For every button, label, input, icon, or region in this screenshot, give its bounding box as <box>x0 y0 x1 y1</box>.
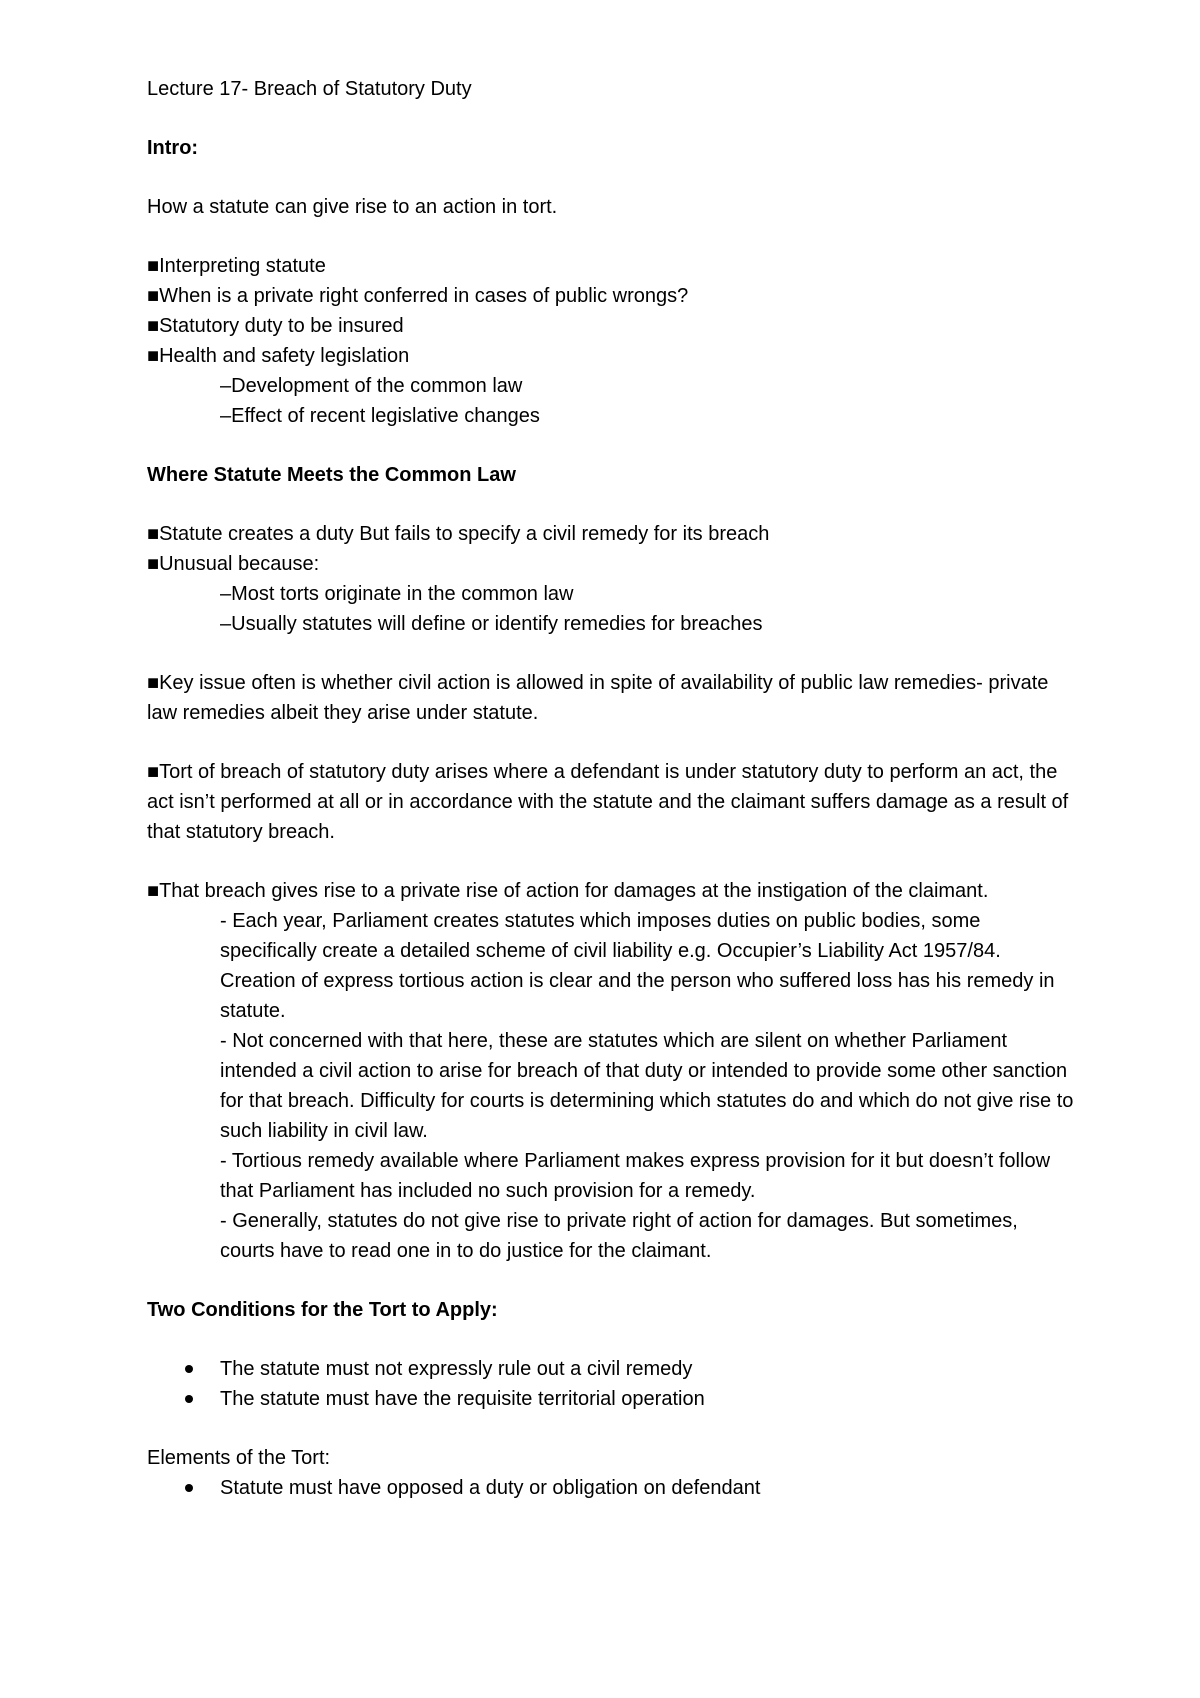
intro-subitem: –Effect of recent legislative changes <box>220 405 540 427</box>
intro-item: ■Interpreting statute <box>147 255 326 277</box>
document-page <box>147 74 1077 1503</box>
elements-heading: Elements of the Tort: <box>147 1447 331 1469</box>
statute-meets-subitem: –Most torts originate in the common law <box>220 583 574 605</box>
elements-bullet-item <box>147 1473 1077 1503</box>
bullet-text: The statute must have the requisite territorial operation <box>220 1388 705 1410</box>
bullet-text: Statute must have opposed a duty or obligation on defendant <box>220 1477 761 1499</box>
intro-heading: Intro: <box>147 137 199 159</box>
statute-meets-item: ■Unusual because: <box>147 553 320 575</box>
bullet-icon <box>185 1484 193 1492</box>
document-title: Lecture 17- Breach of Statutory Duty <box>147 78 472 100</box>
statute-meets-heading: Where Statute Meets the Common Law <box>147 464 516 486</box>
intro-lead: How a statute can give rise to an action in tort. <box>147 196 558 218</box>
bullet-text: The statute must not expressly rule out a civil remedy <box>220 1358 693 1380</box>
note-paragraph: - Not concerned with that here, these are statutes which are silent on whether Parliament intended a civil action to arise for breach of that duty or intended to provide some other sanction for that breach. Difficulty for courts is determining which statutes do and which do not give rise to such liability in civil law. <box>220 1030 1074 1142</box>
conditions-bullet-item <box>147 1384 1077 1414</box>
intro-subitem: –Development of the common law <box>220 375 523 397</box>
note-paragraph: - Each year, Parliament creates statutes which imposes duties on public bodies, some specifically create a detailed scheme of civil liability e.g. Occupier’s Liability Act 1957/84. Creation of express tortious action is clear and the person who suffered loss has his remedy in statute. <box>220 910 1055 1022</box>
note-paragraph: - Generally, statutes do not give rise to private right of action for damages. But sometimes, courts have to read one in to do justice for the claimant. <box>220 1210 1018 1262</box>
intro-item: ■When is a private right conferred in cases of public wrongs? <box>147 285 689 307</box>
intro-item: ■Health and safety legislation <box>147 345 410 367</box>
breach-gives-paragraph: ■That breach gives rise to a private rise of action for damages at the instigation of the claimant. <box>147 880 989 902</box>
tort-arises-paragraph: ■Tort of breach of statutory duty arises where a defendant is under statutory duty to perform an act, the act isn’t performed at all or in accordance with the statute and the claimant suffers damage as a result of that statutory breach. <box>147 761 1069 843</box>
statute-meets-subitem: –Usually statutes will define or identify remedies for breaches <box>220 613 763 635</box>
note-paragraph: - Tortious remedy available where Parliament makes express provision for it but doesn’t follow that Parliament has included no such provision for a remedy. <box>220 1150 1051 1202</box>
bullet-icon <box>185 1395 193 1403</box>
statute-meets-item: ■Statute creates a duty But fails to specify a civil remedy for its breach <box>147 523 770 545</box>
intro-item: ■Statutory duty to be insured <box>147 315 404 337</box>
key-issue-paragraph: ■Key issue often is whether civil action is allowed in spite of availability of public law remedies- private law remedies albeit they arise under statute. <box>147 672 1049 724</box>
conditions-heading: Two Conditions for the Tort to Apply: <box>147 1299 498 1321</box>
conditions-bullet-item <box>147 1354 1077 1384</box>
bullet-icon <box>185 1365 193 1373</box>
